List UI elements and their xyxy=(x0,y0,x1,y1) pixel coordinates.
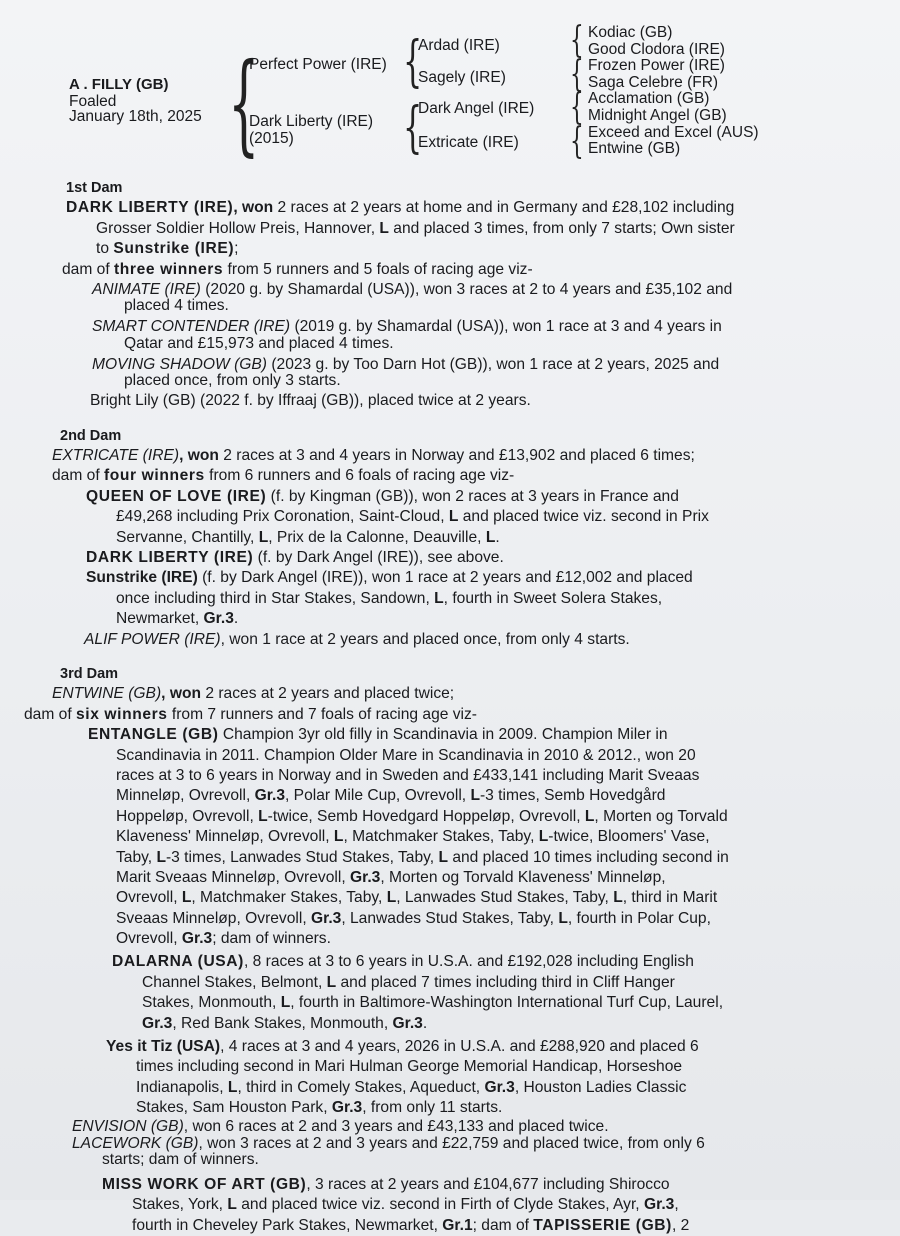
produce-line xyxy=(60,993,880,1013)
produce-line xyxy=(60,909,880,929)
produce-line xyxy=(60,507,880,527)
text-segment: , fourth in Baltimore-Washington International Turf Cup, Laurel, xyxy=(290,994,724,1012)
text-segment: , Morten og Torvald Klaveness' Minneløp, xyxy=(380,868,666,886)
text-segment: once including third in Star Stakes, Sandown, xyxy=(116,589,435,607)
text-segment: Servanne, Chantilly, xyxy=(116,528,259,546)
text-segment: Indianapolis, xyxy=(136,1078,228,1096)
grade-mark: L xyxy=(227,1196,237,1214)
grade-mark: Gr.3 xyxy=(643,1196,675,1214)
brace-ggp-4: { xyxy=(570,121,584,162)
produce-line xyxy=(60,609,880,629)
produce-line xyxy=(60,1216,880,1236)
first-dam-produce-intro xyxy=(60,260,880,280)
produce-line xyxy=(60,1175,880,1195)
third-dam-produce-intro xyxy=(24,705,880,725)
produce-line xyxy=(60,1195,880,1215)
grade-mark: L xyxy=(258,528,269,546)
produce-line xyxy=(60,868,880,888)
dam-name: Dark Liberty (IRE) xyxy=(249,113,374,130)
produce-line xyxy=(60,929,880,949)
great-grandparent-1: Kodiac (GB) xyxy=(588,24,673,41)
horse-name: ALIF POWER (IRE) xyxy=(84,630,221,648)
text-segment: , Prix de la Calonne, Deauville, xyxy=(268,528,486,546)
grade-mark: L xyxy=(613,889,623,907)
produce-line xyxy=(60,1098,880,1118)
grandparent-1: Ardad (IRE) xyxy=(418,37,500,54)
second-dam-name: EXTRICATE (IRE) xyxy=(52,447,180,465)
text-segment: (2023 g. by Too Darn Hot (GB)), won 1 race at 2 years, 2025 and xyxy=(267,355,720,373)
produce-line xyxy=(60,487,880,507)
first-dam-name: DARK LIBERTY (IRE) xyxy=(66,199,234,217)
text-segment: Grosser Soldier Hollow Preis, Hannover, xyxy=(96,219,380,237)
horse-name: SMART CONTENDER (IRE) xyxy=(92,317,291,335)
great-grandparent-2: Good Clodora (IRE) xyxy=(588,41,725,58)
text-segment: , Lanwades Stud Stakes, Taby, xyxy=(396,889,614,907)
produce-line xyxy=(60,973,880,993)
text-segment: , 4 races at 3 and 4 years, 2026 in U.S.A. and £288,920 and placed 6 xyxy=(220,1038,699,1056)
produce-line: starts; dam of winners. xyxy=(102,1151,259,1169)
section-heading-2nd-dam: 2nd Dam xyxy=(60,427,122,444)
grandparent-3: Dark Angel (IRE) xyxy=(418,100,535,117)
text-segment: and placed 10 times including second in xyxy=(447,848,729,866)
text-segment: , third in Comely Stakes, Aqueduct, xyxy=(237,1078,485,1096)
grade-mark: Gr.3 xyxy=(392,1014,423,1032)
text-segment: -3 times, Semb Hovedgård xyxy=(479,787,666,805)
section-heading-3rd-dam: 3rd Dam xyxy=(60,665,119,682)
subject-name: A . FILLY (GB) xyxy=(69,76,169,93)
text-segment: £49,268 including Prix Coronation, Saint-Cloud, xyxy=(116,508,449,526)
text-segment: Minneløp, Ovrevoll, xyxy=(116,787,255,805)
produce-line: placed once, from only 3 starts. xyxy=(124,371,341,389)
text-segment: Taby, xyxy=(116,848,157,866)
foaled-label: Foaled xyxy=(69,93,117,110)
text-segment: -3 times, Lanwades Stud Stakes, Taby, xyxy=(165,848,439,866)
catalogue-text xyxy=(24,178,880,1236)
produce-line xyxy=(60,952,880,972)
produce-line: placed 4 times. xyxy=(124,297,229,315)
text-segment: and placed twice viz. second in Prix xyxy=(458,508,709,526)
sire-name: Perfect Power (IRE) xyxy=(249,56,387,73)
text-segment: , won 6 races at 2 and 3 years and £43,133 and placed twice. xyxy=(183,1117,609,1135)
grade-mark: L xyxy=(227,1078,238,1096)
produce-line xyxy=(60,1078,880,1098)
text-segment: ; dam of xyxy=(472,1216,534,1234)
text-segment: (2019 g. by Shamardal (USA)), won 1 race at 3 and 4 years in xyxy=(290,317,722,335)
text-segment: , 3 races at 2 years and £104,677 including Shirocco xyxy=(306,1175,670,1193)
text-segment: . xyxy=(422,1014,428,1032)
grade-mark: L xyxy=(434,589,444,607)
text-segment: (2020 g. by Shamardal (USA)), won 3 races at 2 to 4 years and £35,102 and xyxy=(200,280,733,298)
text-segment: -twice, Semb Hovedgard Hoppeløp, Ovrevoll, xyxy=(267,807,585,825)
produce-line xyxy=(60,848,880,868)
horse-name: DALARNA (USA) xyxy=(112,953,244,971)
great-grandparent-8: Entwine (GB) xyxy=(588,140,681,157)
text-segment: dam of xyxy=(62,260,115,278)
produce-line: Scandinavia in 2011. Champion Older Mare in Scandinavia in 2010 & 2012., won 20 xyxy=(116,746,696,764)
grade-mark: L xyxy=(538,828,549,846)
produce-line xyxy=(60,589,880,609)
grade-mark: Gr.3 xyxy=(254,787,285,805)
section-heading-1st-dam: 1st Dam xyxy=(66,180,123,196)
grade-mark: Gr.3 xyxy=(181,930,213,948)
text-segment: and placed twice viz. second in Firth of Clyde Stakes, Ayr, xyxy=(236,1196,644,1214)
horse-name: ANIMATE (IRE) xyxy=(92,280,201,298)
grade-mark: L xyxy=(584,807,595,825)
text-segment: and placed 3 times, from only 7 starts; Own sister xyxy=(388,219,735,237)
great-grandparent-5: Acclamation (GB) xyxy=(588,90,710,107)
produce-line xyxy=(60,827,880,847)
text-segment: . xyxy=(495,528,500,546)
text-segment: (f. by Dark Angel (IRE)), won 1 race at 2 years and £12,002 and placed xyxy=(197,569,693,587)
winners-count: six winners xyxy=(76,705,168,723)
grade-mark: L xyxy=(470,787,480,805)
text-segment: from 5 runners and 5 foals of racing age viz- xyxy=(223,260,533,278)
text-segment: , Polar Mile Cup, Ovrevoll, xyxy=(285,787,471,805)
produce-line xyxy=(60,528,880,548)
text-segment: , Morten og Torvald xyxy=(594,807,728,825)
grade-mark: Gr.3 xyxy=(203,610,234,628)
winners-count: three winners xyxy=(114,260,224,278)
grade-mark: L xyxy=(379,219,389,237)
won-text: , won xyxy=(233,199,274,217)
text-segment: , fourth in Polar Cup, xyxy=(567,909,711,927)
brace-ggp-1: { xyxy=(570,20,584,61)
grade-mark: L xyxy=(333,828,344,846)
first-dam-record: 2 races at 2 years at home and in Germany and £28,102 including xyxy=(273,199,735,217)
produce-line: Qatar and £15,973 and placed 4 times. xyxy=(124,335,394,353)
grade-mark: L xyxy=(485,528,496,546)
text-segment: dam of xyxy=(24,705,77,723)
grade-mark: L xyxy=(181,889,192,907)
third-dam-line xyxy=(52,684,880,704)
won-text: , won xyxy=(161,685,202,703)
grade-mark: Gr.1 xyxy=(442,1216,473,1234)
text-segment: fourth in Cheveley Park Stakes, Newmarket, xyxy=(132,1216,443,1234)
horse-name: Sunstrike (IRE) xyxy=(113,240,235,258)
text-segment: from 7 runners and 7 foals of racing age viz- xyxy=(167,705,477,723)
grade-mark: L xyxy=(386,889,397,907)
produce-line xyxy=(60,1014,880,1034)
horse-name: Yes it Tiz (USA) xyxy=(106,1038,221,1056)
great-grandparent-6: Midnight Angel (GB) xyxy=(588,107,727,124)
grade-mark: Gr.3 xyxy=(484,1078,515,1096)
text-segment: , Red Bank Stakes, Monmouth, xyxy=(172,1014,393,1032)
great-grandparent-3: Frozen Power (IRE) xyxy=(588,57,725,74)
text-segment: , Houston Ladies Classic xyxy=(514,1078,687,1096)
text-segment: , xyxy=(674,1196,679,1214)
text-segment: Hoppeløp, Ovrevoll, xyxy=(116,807,259,825)
horse-name: MISS WORK OF ART (GB) xyxy=(102,1175,307,1193)
foaled-date: January 18th, 2025 xyxy=(69,108,202,125)
text-segment: Stakes, Monmouth, xyxy=(142,994,281,1012)
won-text: , won xyxy=(179,447,219,465)
horse-name: LACEWORK (GB) xyxy=(72,1134,199,1152)
produce-line xyxy=(60,807,880,827)
grade-mark: Gr.3 xyxy=(142,1014,173,1032)
horse-name: MOVING SHADOW (GB) xyxy=(92,355,267,373)
text-segment: Stakes, Sam Houston Park, xyxy=(136,1099,332,1117)
produce-line xyxy=(60,630,880,650)
text-segment: Stakes, York, xyxy=(132,1196,228,1214)
winners-count: four winners xyxy=(104,467,205,485)
text-segment: 2 races at 2 years and placed twice; xyxy=(201,685,455,703)
dam-brace: { xyxy=(403,95,423,159)
text-segment: , Lanwades Stud Stakes, Taby, xyxy=(341,909,559,927)
produce-line xyxy=(60,888,880,908)
horse-name: QUEEN OF LOVE (IRE) xyxy=(86,487,267,505)
text-segment: , third in Marit xyxy=(622,889,718,907)
text-segment: , won 1 race at 2 years and placed once, from only 4 starts. xyxy=(220,630,630,648)
horse-name: TAPISSERIE (GB) xyxy=(533,1216,672,1234)
text-segment: , won 3 races at 2 and 3 years and £22,759 and placed twice, from only 6 xyxy=(198,1134,705,1152)
horse-name: Sunstrike (IRE) xyxy=(86,569,198,587)
grade-mark: L xyxy=(558,909,568,927)
grade-mark: Gr.3 xyxy=(331,1099,363,1117)
produce-line xyxy=(60,725,880,745)
produce-line xyxy=(60,568,880,588)
text-segment: . xyxy=(233,610,239,628)
brace-ggp-2: { xyxy=(570,54,584,95)
text-segment: Channel Stakes, Belmont, xyxy=(142,973,327,991)
produce-line: times including second in Mari Hulman George Memorial Handicap, Horseshoe xyxy=(136,1058,683,1076)
dam-year: (2015) xyxy=(249,130,294,147)
text-segment: Sveaas Minneløp, Ovrevoll, xyxy=(116,909,311,927)
grade-mark: L xyxy=(156,848,166,866)
produce-line xyxy=(60,786,880,806)
text-segment: to xyxy=(96,240,114,258)
first-dam-line xyxy=(60,219,880,239)
grade-mark: L xyxy=(438,848,448,866)
produce-line xyxy=(60,548,880,568)
text-segment: from 6 runners and 6 foals of racing age viz- xyxy=(204,467,515,485)
horse-name: DARK LIBERTY (IRE) xyxy=(86,549,254,567)
grade-mark: Gr.3 xyxy=(311,909,342,927)
text-segment: , Matchmaker Stakes, Taby, xyxy=(343,828,539,846)
grade-mark: L xyxy=(326,973,337,991)
text-segment: , fourth in Sweet Solera Stakes, xyxy=(443,589,663,607)
grade-mark: L xyxy=(258,807,268,825)
great-grandparent-4: Saga Celebre (FR) xyxy=(588,74,719,91)
produce-line: races at 3 to 6 years in Norway and in Sweden and £433,141 including Marit Sveaas xyxy=(116,766,700,784)
text-segment: Newmarket, xyxy=(116,610,204,628)
grade-mark: L xyxy=(448,508,459,526)
text-segment: , 8 races at 3 to 6 years in U.S.A. and £192,028 including English xyxy=(243,953,694,971)
grandparent-4: Extricate (IRE) xyxy=(418,134,519,151)
first-dam-line xyxy=(60,239,880,259)
produce-line xyxy=(60,1037,880,1057)
produce-line: Bright Lily (GB) (2022 f. by Iffraaj (GB)), placed twice at 2 years. xyxy=(90,392,531,410)
text-segment: Ovrevoll, xyxy=(116,930,182,948)
text-segment: Marit Sveaas Minneløp, Ovrevoll, xyxy=(116,868,350,886)
text-segment: ; xyxy=(234,240,239,258)
text-segment: dam of xyxy=(52,467,105,485)
text-segment: , from only 11 starts. xyxy=(362,1099,503,1117)
text-segment: Champion 3yr old filly in Scandinavia in 2009. Champion Miler in xyxy=(218,726,668,744)
sire-dam-brace: { xyxy=(228,39,260,167)
second-dam-line xyxy=(52,446,880,466)
grade-mark: Gr.3 xyxy=(349,868,381,886)
text-segment: Klaveness' Minneløp, Ovrevoll, xyxy=(116,828,334,846)
text-segment: Ovrevoll, xyxy=(116,889,182,907)
text-segment: , 2 xyxy=(671,1216,690,1234)
horse-name: ENVISION (GB) xyxy=(72,1117,184,1135)
text-segment: and placed 7 times including third in Cliff Hanger xyxy=(336,973,675,991)
grade-mark: L xyxy=(280,994,291,1012)
brace-ggp-3: { xyxy=(570,87,584,128)
great-grandparent-7: Exceed and Excel (AUS) xyxy=(588,124,759,141)
text-segment: ; dam of winners. xyxy=(212,930,331,948)
text-segment: -twice, Bloomers' Vase, xyxy=(548,828,710,846)
text-segment: (f. by Kingman (GB)), won 2 races at 3 years in France and xyxy=(266,487,679,505)
sire-brace: { xyxy=(403,29,423,93)
text-segment: 2 races at 3 and 4 years in Norway and £13,902 and placed 6 times; xyxy=(218,447,695,465)
text-segment: (f. by Dark Angel (IRE)), see above. xyxy=(253,549,504,567)
grandparent-2: Sagely (IRE) xyxy=(418,69,506,86)
third-dam-name: ENTWINE (GB) xyxy=(52,685,162,703)
text-segment: , Matchmaker Stakes, Taby, xyxy=(191,889,387,907)
horse-name: ENTANGLE (GB) xyxy=(88,726,219,744)
second-dam-produce-intro xyxy=(52,466,880,486)
first-dam-line xyxy=(60,198,880,218)
